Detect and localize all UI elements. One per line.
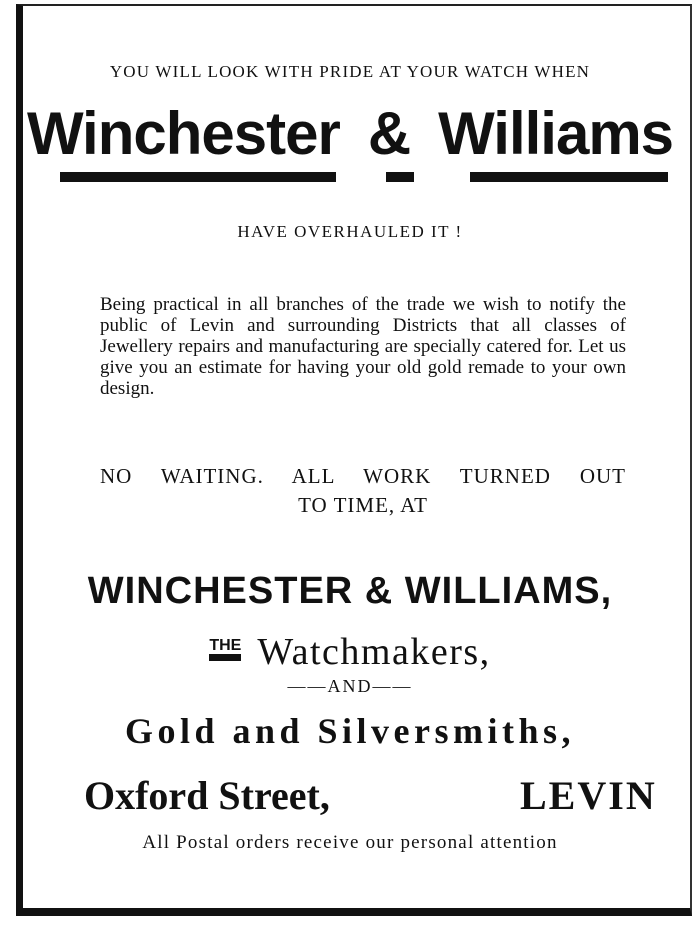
body-paragraph: Being practical in all branches of the trade we wish to notify the public of Levin and surrounding Districts that all classes of Jewellery repairs and manufacturing are specially catered for. Let us give you an estimate for having your old gold remade to your own design. <box>100 294 626 399</box>
watchmakers-label: Watchmakers, <box>257 631 491 673</box>
gold-silversmiths-line: Gold and Silversmiths, <box>124 711 576 751</box>
heading-underline-left <box>60 172 336 182</box>
firm-heading-williams: Williams <box>438 100 674 167</box>
firm-heading <box>0 98 700 170</box>
postal-orders-note: All Postal orders receive our personal attention <box>142 832 558 853</box>
overhauled-line: HAVE OVERHAULED IT ! <box>237 222 463 241</box>
heading-underline-middle <box>386 172 414 182</box>
no-waiting-notice <box>100 462 626 520</box>
street-address: Oxford Street, <box>84 773 330 818</box>
firm-heading-ampersand: & <box>367 100 411 167</box>
no-waiting-line-2: TO TIME, AT <box>298 493 428 517</box>
tagline: YOU WILL LOOK WITH PRIDE AT YOUR WATCH WHEN <box>109 62 591 81</box>
town-name: LEVIN <box>520 773 657 818</box>
no-waiting-line-1: NO WAITING. ALL WORK TURNED OUT <box>100 464 626 488</box>
firm-heading-winchester: Winchester <box>26 100 340 167</box>
firm-name-caps: WINCHESTER & WILLIAMS, <box>87 570 613 612</box>
heading-underline-right <box>470 172 668 182</box>
watchmakers-line <box>0 630 700 674</box>
and-divider: ——AND—— <box>287 676 413 696</box>
the-label: THE <box>209 638 241 661</box>
